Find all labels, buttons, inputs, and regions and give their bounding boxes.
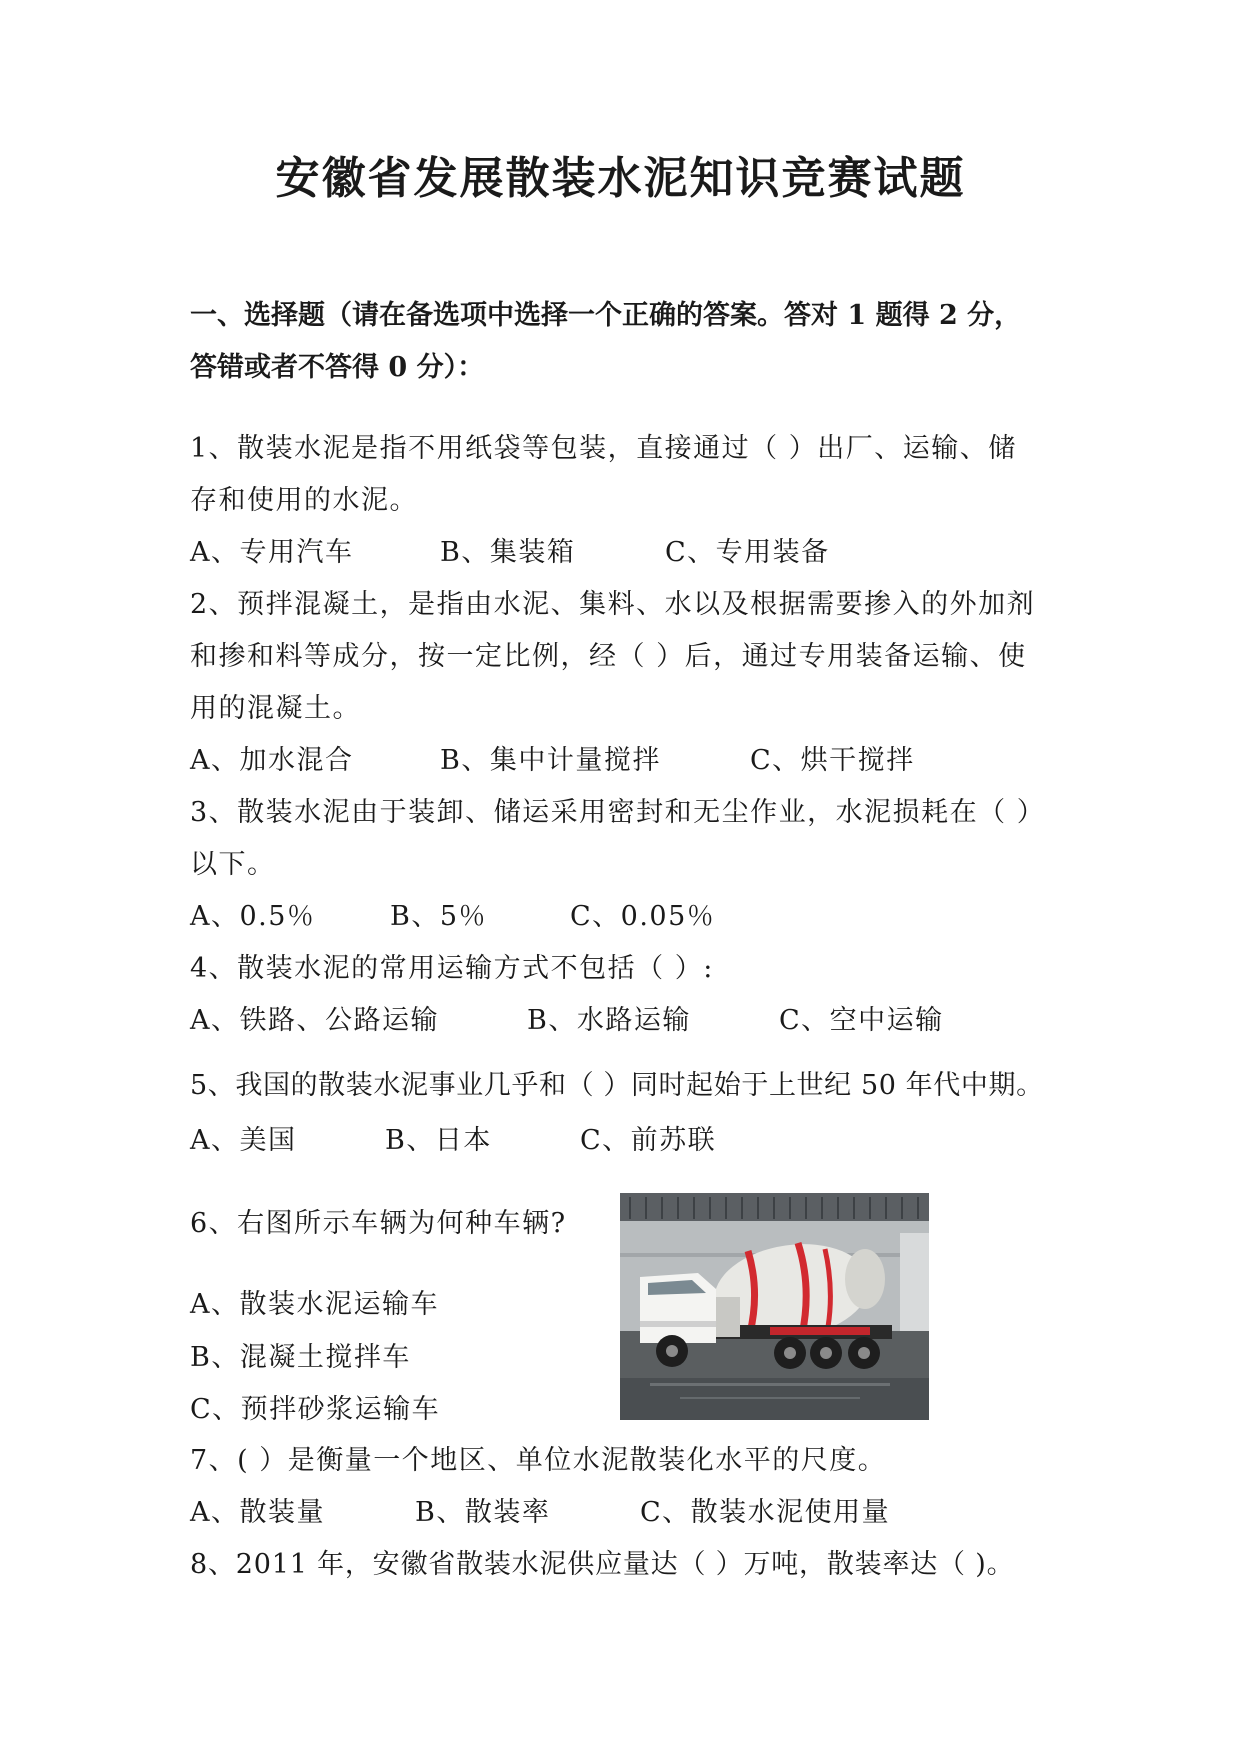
question-1-options xyxy=(190,536,830,570)
question-6-line-1: 6、右图所示车辆为何种车辆? xyxy=(190,1208,567,1239)
question-2-option-b: B、集中计量搅拌 xyxy=(440,745,661,776)
question-7-option-b: B、散装率 xyxy=(415,1497,551,1528)
question-4-option-b: B、水路运输 xyxy=(527,1005,691,1036)
question-2-line-1: 2、预拌混凝土，是指由水泥、集料、水以及根据需要掺入的外加剂 xyxy=(190,589,1036,620)
question-3-option-a: A、0.5％ xyxy=(190,901,316,932)
question-2-line-3: 用的混凝土。 xyxy=(190,693,361,724)
question-6-option-b: B、混凝土搅拌车 xyxy=(190,1342,411,1373)
question-3-option-b: B、5％ xyxy=(390,901,488,932)
question-7-option-a: A、散装量 xyxy=(190,1497,325,1528)
question-7-option-c: C、散装水泥使用量 xyxy=(640,1497,891,1528)
page-title: 安徽省发展散装水泥知识竞赛试题 xyxy=(275,153,966,204)
question-6-option-a: A、散装水泥运输车 xyxy=(190,1289,439,1320)
question-4-option-c: C、空中运输 xyxy=(779,1005,944,1036)
question-7-line-1: 7、( ）是衡量一个地区、单位水泥散装化水平的尺度。 xyxy=(190,1445,887,1476)
question-2-option-c: C、烘干搅拌 xyxy=(750,745,915,776)
question-5-option-a: A、美国 xyxy=(190,1125,297,1156)
question-2-option-a: A、加水混合 xyxy=(190,745,354,776)
question-5-line-1: 5、我国的散装水泥事业几乎和（ ）同时起始于上世纪 50 年代中期。 xyxy=(190,1070,1044,1101)
question-5-options xyxy=(190,1124,716,1158)
question-2-options xyxy=(190,744,915,778)
question-4-line-1: 4、散装水泥的常用运输方式不包括（ ）: xyxy=(190,953,714,984)
section-heading xyxy=(190,290,1070,394)
question-3-line-1: 3、散装水泥由于装卸、储运采用密封和无尘作业，水泥损耗在（ ） xyxy=(190,797,1046,828)
question-8-line-1: 8、2011 年，安徽省散装水泥供应量达（ ）万吨，散装率达（ )。 xyxy=(190,1549,1015,1580)
question-3-option-c: C、0.05％ xyxy=(570,901,716,932)
question-4-option-a: A、铁路、公路运输 xyxy=(190,1005,439,1036)
question-3-options xyxy=(190,900,715,934)
question-5-option-b: B、日本 xyxy=(385,1125,492,1156)
section-heading-line-1: 一、选择题（请在备选项中选择一个正确的答案。答对 1 题得 2 分， xyxy=(190,300,1022,331)
question-4-options xyxy=(190,1004,944,1038)
question-1-line-1: 1、散装水泥是指不用纸袋等包装，直接通过（ ）出厂、运输、储 xyxy=(190,433,1017,464)
question-5-option-c: C、前苏联 xyxy=(580,1125,717,1156)
section-heading-line-2: 答错或者不答得 0 分）： xyxy=(190,352,485,383)
question-6-option-c: C、预拌砂浆运输车 xyxy=(190,1394,441,1425)
question-1-option-a: A、专用汽车 xyxy=(190,537,354,568)
question-7-options xyxy=(190,1496,890,1530)
question-3-line-2: 以下。 xyxy=(190,849,276,880)
question-1-option-b: B、集装箱 xyxy=(440,537,576,568)
concrete-mixer-truck-photo xyxy=(620,1193,929,1420)
question-1-line-2: 存和使用的水泥。 xyxy=(190,485,418,516)
question-2-line-2: 和掺和料等成分，按一定比例，经（ ）后，通过专用装备运输、使 xyxy=(190,641,1027,672)
question-1-option-c: C、专用装备 xyxy=(665,537,830,568)
